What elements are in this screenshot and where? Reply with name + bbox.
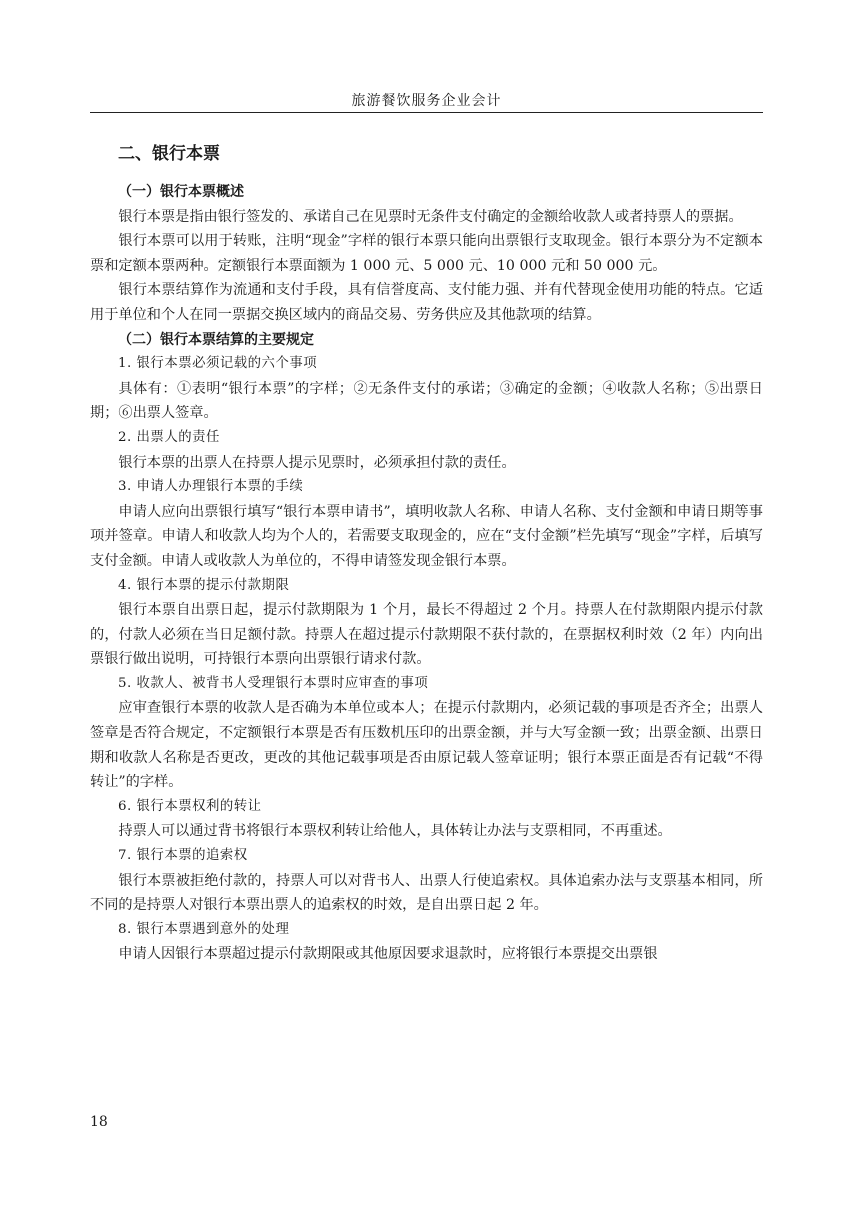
item-heading: 4. 银行本票的提示付款期限 xyxy=(118,577,290,593)
paragraph: 银行本票可以用于转账，注明“现金”字样的银行本票只能向出票银行支取现金。银行本票分为不定额本票和定额本票两种。定额银行本票面额为 1 000 元、5 000 元、10 000 元和 50 000 元。 xyxy=(90,233,763,274)
paragraph: 应审查银行本票的收款人是否确为本单位或本人；在提示付款期内，必须记载的事项是否齐全；出票人签章是否符合规定，不定额银行本票是否有压数机压印的出票金额，并与大写金额一致；出票金额、出票日期和收款人名称是否更改，更改的其他记载事项是否由原记载人签章证明；银行本票正面是否有记载“不得转让”的字样。 xyxy=(90,700,763,791)
item-heading: 2. 出票人的责任 xyxy=(118,429,220,445)
section-title: 二、银行本票 xyxy=(118,144,220,164)
header-rule xyxy=(90,112,763,113)
item-heading: 7. 银行本票的追索权 xyxy=(118,848,248,864)
item-heading: 5. 收款人、被背书人受理银行本票时应审查的事项 xyxy=(118,675,429,691)
paragraph: 申请人因银行本票超过提示付款期限或其他原因要求退款时，应将银行本票提交出票银 xyxy=(118,946,658,963)
item-heading: 8. 银行本票遇到意外的处理 xyxy=(118,921,290,937)
paragraph: 申请人应向出票银行填写“银行本票申请书”，填明收款人名称、申请人名称、支付金额和申请日期等事项并签章。申请人和收款人均为个人的，若需要支取现金的，应在“支付金额”栏先填写“现金”字样，后填写支付金额。申请人或收款人为单位的，不得申请签发现金银行本票。 xyxy=(90,503,763,569)
paragraph: 银行本票的出票人在持票人提示见票时，必须承担付款的责任。 xyxy=(118,454,516,471)
item-heading: 1. 银行本票必须记载的六个事项 xyxy=(118,356,318,372)
running-header: 旅游餐饮服务企业会计 xyxy=(351,93,502,109)
subsection-heading: （一）银行本票概述 xyxy=(118,184,244,200)
paragraph: 银行本票是指由银行签发的、承诺自己在见票时无条件支付确定的金额给收款人或者持票人的票据。 xyxy=(118,208,743,225)
paragraph: 持票人可以通过背书将银行本票权利转让给他人，具体转让办法与支票相同，不再重述。 xyxy=(118,823,672,840)
paragraph: 银行本票自出票日起，提示付款期限为 1 个月，最长不得超过 2 个月。持票人在付款期限内提示付款的，付款人必须在当日足额付款。持票人在超过提示付款期限不获付款的，在票据权利时效（2 年）内向出票银行做出说明，可持银行本票向出票银行请求付款。 xyxy=(90,602,763,668)
item-heading: 3. 申请人办理银行本票的手续 xyxy=(118,479,304,495)
paragraph: 具体有：①表明“银行本票”的字样；②无条件支付的承诺；③确定的金额；④收款人名称；⑤出票日期；⑥出票人签章。 xyxy=(90,380,763,422)
page-number: 18 xyxy=(90,1114,108,1130)
paragraph: 银行本票被拒绝付款的，持票人可以对背书人、出票人行使追索权。具体追索办法与支票基本相同，所不同的是持票人对银行本票出票人的追索权的时效，是自出票日起 2 年。 xyxy=(90,872,763,914)
item-heading: 6. 银行本票权利的转让 xyxy=(118,798,262,814)
subsection-heading: （二）银行本票结算的主要规定 xyxy=(118,331,314,348)
paragraph: 银行本票结算作为流通和支付手段，具有信誉度高、支付能力强、并有代替现金使用功能的特点。它适用于单位和个人在同一票据交换区域内的商品交易、劳务供应及其他款项的结算。 xyxy=(90,282,763,323)
page-body xyxy=(90,140,763,967)
